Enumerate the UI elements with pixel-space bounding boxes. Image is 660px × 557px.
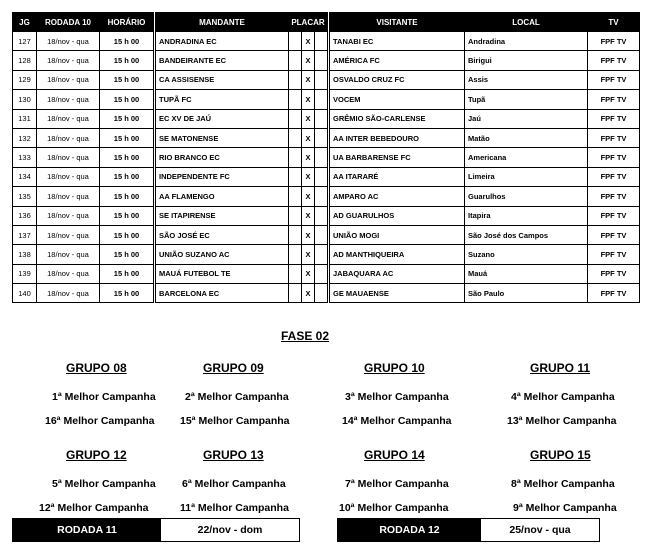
date-cell: 18/nov - qua [37,264,100,283]
date-cell: 18/nov - qua [37,284,100,303]
header-visitante: VISITANTE [330,13,465,32]
score-away-cell [315,32,328,51]
group-title: GRUPO 15 [530,448,591,462]
score-away-cell [315,206,328,225]
jg-cell: 128 [13,51,37,70]
time-cell: 15 h 00 [100,90,154,109]
jg-cell: 130 [13,90,37,109]
date-cell: 18/nov - qua [37,32,100,51]
schedule-table-wrapper [12,12,640,303]
score-home-cell [289,90,302,109]
date-cell: 18/nov - qua [37,225,100,244]
jg-cell: 127 [13,32,37,51]
group-title: GRUPO 11 [530,361,591,375]
local-cell: Limeira [465,167,588,186]
home-team-cell: ANDRADINA EC [156,32,289,51]
header-placar: PLACAR [289,13,328,32]
score-home-cell [289,264,302,283]
table-row [13,51,640,70]
score-home-cell [289,225,302,244]
rodada-date: 22/nov - dom [161,519,299,541]
header-row [13,13,640,32]
local-cell: São Paulo [465,284,588,303]
table-row [13,225,640,244]
away-team-cell: VOCEM [330,90,465,109]
away-team-cell: OSVALDO CRUZ FC [330,70,465,89]
versus-cell: X [302,32,315,51]
local-cell: Andradina [465,32,588,51]
tv-cell: FPF TV [588,167,640,186]
table-row [13,187,640,206]
time-cell: 15 h 00 [100,148,154,167]
date-cell: 18/nov - qua [37,206,100,225]
table-row [13,148,640,167]
rodada-label: RODADA 11 [13,519,161,541]
jg-cell: 134 [13,167,37,186]
time-cell: 15 h 00 [100,264,154,283]
group-slot: 9ª Melhor Campanha [513,502,617,514]
home-team-cell: INDEPENDENTE FC [156,167,289,186]
date-cell: 18/nov - qua [37,187,100,206]
date-cell: 18/nov - qua [37,90,100,109]
jg-cell: 138 [13,245,37,264]
date-cell: 18/nov - qua [37,148,100,167]
date-cell: 18/nov - qua [37,51,100,70]
home-team-cell: BARCELONA EC [156,284,289,303]
score-away-cell [315,225,328,244]
local-cell: Itapira [465,206,588,225]
table-row [13,128,640,147]
table-row [13,206,640,225]
tv-cell: FPF TV [588,245,640,264]
group-title: GRUPO 12 [66,448,127,462]
local-cell: Tupã [465,90,588,109]
versus-cell: X [302,284,315,303]
date-cell: 18/nov - qua [37,109,100,128]
local-cell: São José dos Campos [465,225,588,244]
table-row [13,167,640,186]
tv-cell: FPF TV [588,70,640,89]
score-away-cell [315,284,328,303]
rodada-date: 25/nov - qua [481,519,599,541]
group-slot: 3ª Melhor Campanha [345,391,449,403]
away-team-cell: UNIÃO MOGI [330,225,465,244]
header-local: LOCAL [465,13,588,32]
versus-cell: X [302,148,315,167]
tv-cell: FPF TV [588,284,640,303]
versus-cell: X [302,225,315,244]
score-home-cell [289,148,302,167]
versus-cell: X [302,245,315,264]
score-home-cell [289,70,302,89]
jg-cell: 133 [13,148,37,167]
rodada-label: RODADA 12 [338,519,481,541]
away-team-cell: JABAQUARA AC [330,264,465,283]
table-row [13,264,640,283]
tv-cell: FPF TV [588,187,640,206]
group-slot: 1ª Melhor Campanha [52,391,156,403]
score-home-cell [289,167,302,186]
versus-cell: X [302,264,315,283]
time-cell: 15 h 00 [100,128,154,147]
local-cell: Assis [465,70,588,89]
time-cell: 15 h 00 [100,284,154,303]
fase-title: FASE 02 [280,329,330,343]
home-team-cell: MAUÁ FUTEBOL TE [156,264,289,283]
date-cell: 18/nov - qua [37,245,100,264]
home-team-cell: UNIÃO SUZANO AC [156,245,289,264]
jg-cell: 136 [13,206,37,225]
versus-cell: X [302,70,315,89]
header-jg: JG [13,13,37,32]
group-slot: 15ª Melhor Campanha [180,415,290,427]
away-team-cell: AD MANTHIQUEIRA [330,245,465,264]
table-row [13,245,640,264]
tv-cell: FPF TV [588,148,640,167]
jg-cell: 135 [13,187,37,206]
home-team-cell: SÃO JOSÉ EC [156,225,289,244]
time-cell: 15 h 00 [100,206,154,225]
group-slot: 14ª Melhor Campanha [342,415,452,427]
versus-cell: X [302,187,315,206]
group-title: GRUPO 09 [203,361,264,375]
versus-cell: X [302,128,315,147]
score-home-cell [289,187,302,206]
home-team-cell: RIO BRANCO EC [156,148,289,167]
local-cell: Mauá [465,264,588,283]
time-cell: 15 h 00 [100,109,154,128]
group-slot: 10ª Melhor Campanha [339,502,449,514]
score-away-cell [315,148,328,167]
group-slot: 8ª Melhor Campanha [511,478,615,490]
table-row [13,70,640,89]
local-cell: Suzano [465,245,588,264]
time-cell: 15 h 00 [100,51,154,70]
group-slot: 16ª Melhor Campanha [45,415,155,427]
group-slot: 7ª Melhor Campanha [345,478,449,490]
jg-cell: 132 [13,128,37,147]
time-cell: 15 h 00 [100,245,154,264]
home-team-cell: TUPÃ FC [156,90,289,109]
tv-cell: FPF TV [588,32,640,51]
score-home-cell [289,51,302,70]
group-title: GRUPO 14 [364,448,425,462]
group-slot: 2ª Melhor Campanha [185,391,289,403]
score-away-cell [315,70,328,89]
away-team-cell: GRÊMIO SÃO-CARLENSE [330,109,465,128]
rodada-11-bar [12,518,300,542]
score-away-cell [315,187,328,206]
tv-cell: FPF TV [588,206,640,225]
away-team-cell: TANABI EC [330,32,465,51]
local-cell: Jaú [465,109,588,128]
group-title: GRUPO 08 [66,361,127,375]
away-team-cell: AA ITARARÉ [330,167,465,186]
jg-cell: 129 [13,70,37,89]
date-cell: 18/nov - qua [37,128,100,147]
away-team-cell: AA INTER BEBEDOURO [330,128,465,147]
time-cell: 15 h 00 [100,225,154,244]
tv-cell: FPF TV [588,225,640,244]
schedule-table [12,12,640,303]
home-team-cell: CA ASSISENSE [156,70,289,89]
group-slot: 11ª Melhor Campanha [180,502,289,514]
header-rodada: RODADA 10 [37,13,100,32]
score-home-cell [289,32,302,51]
score-away-cell [315,51,328,70]
header-tv: TV [588,13,640,32]
away-team-cell: AD GUARULHOS [330,206,465,225]
date-cell: 18/nov - qua [37,167,100,186]
group-slot: 5ª Melhor Campanha [52,478,156,490]
score-home-cell [289,128,302,147]
jg-cell: 131 [13,109,37,128]
local-cell: Matão [465,128,588,147]
score-away-cell [315,245,328,264]
home-team-cell: SE MATONENSE [156,128,289,147]
group-slot: 13ª Melhor Campanha [507,415,617,427]
time-cell: 15 h 00 [100,32,154,51]
tv-cell: FPF TV [588,264,640,283]
home-team-cell: AA FLAMENGO [156,187,289,206]
table-row [13,109,640,128]
local-cell: Americana [465,148,588,167]
score-away-cell [315,264,328,283]
away-team-cell: GE MAUAENSE [330,284,465,303]
versus-cell: X [302,51,315,70]
jg-cell: 140 [13,284,37,303]
header-horario: HORÁRIO [100,13,154,32]
score-away-cell [315,109,328,128]
rodada-12-bar [337,518,600,542]
group-slot: 6ª Melhor Campanha [182,478,286,490]
tv-cell: FPF TV [588,128,640,147]
score-away-cell [315,167,328,186]
score-home-cell [289,245,302,264]
home-team-cell: SE ITAPIRENSE [156,206,289,225]
score-away-cell [315,128,328,147]
group-slot: 12ª Melhor Campanha [39,502,149,514]
table-row [13,90,640,109]
table-row [13,284,640,303]
group-title: GRUPO 10 [364,361,425,375]
away-team-cell: AMPARO AC [330,187,465,206]
score-away-cell [315,90,328,109]
away-team-cell: UA BARBARENSE FC [330,148,465,167]
tv-cell: FPF TV [588,109,640,128]
time-cell: 15 h 00 [100,187,154,206]
home-team-cell: BANDEIRANTE EC [156,51,289,70]
jg-cell: 137 [13,225,37,244]
header-mandante: MANDANTE [156,13,289,32]
versus-cell: X [302,90,315,109]
local-cell: Guarulhos [465,187,588,206]
tv-cell: FPF TV [588,90,640,109]
versus-cell: X [302,206,315,225]
tv-cell: FPF TV [588,51,640,70]
score-home-cell [289,284,302,303]
local-cell: Birigui [465,51,588,70]
away-team-cell: AMÉRICA FC [330,51,465,70]
versus-cell: X [302,167,315,186]
score-home-cell [289,109,302,128]
time-cell: 15 h 00 [100,70,154,89]
home-team-cell: EC XV DE JAÚ [156,109,289,128]
versus-cell: X [302,109,315,128]
jg-cell: 139 [13,264,37,283]
group-slot: 4ª Melhor Campanha [511,391,615,403]
time-cell: 15 h 00 [100,167,154,186]
score-home-cell [289,206,302,225]
group-title: GRUPO 13 [203,448,264,462]
date-cell: 18/nov - qua [37,70,100,89]
table-row [13,32,640,51]
